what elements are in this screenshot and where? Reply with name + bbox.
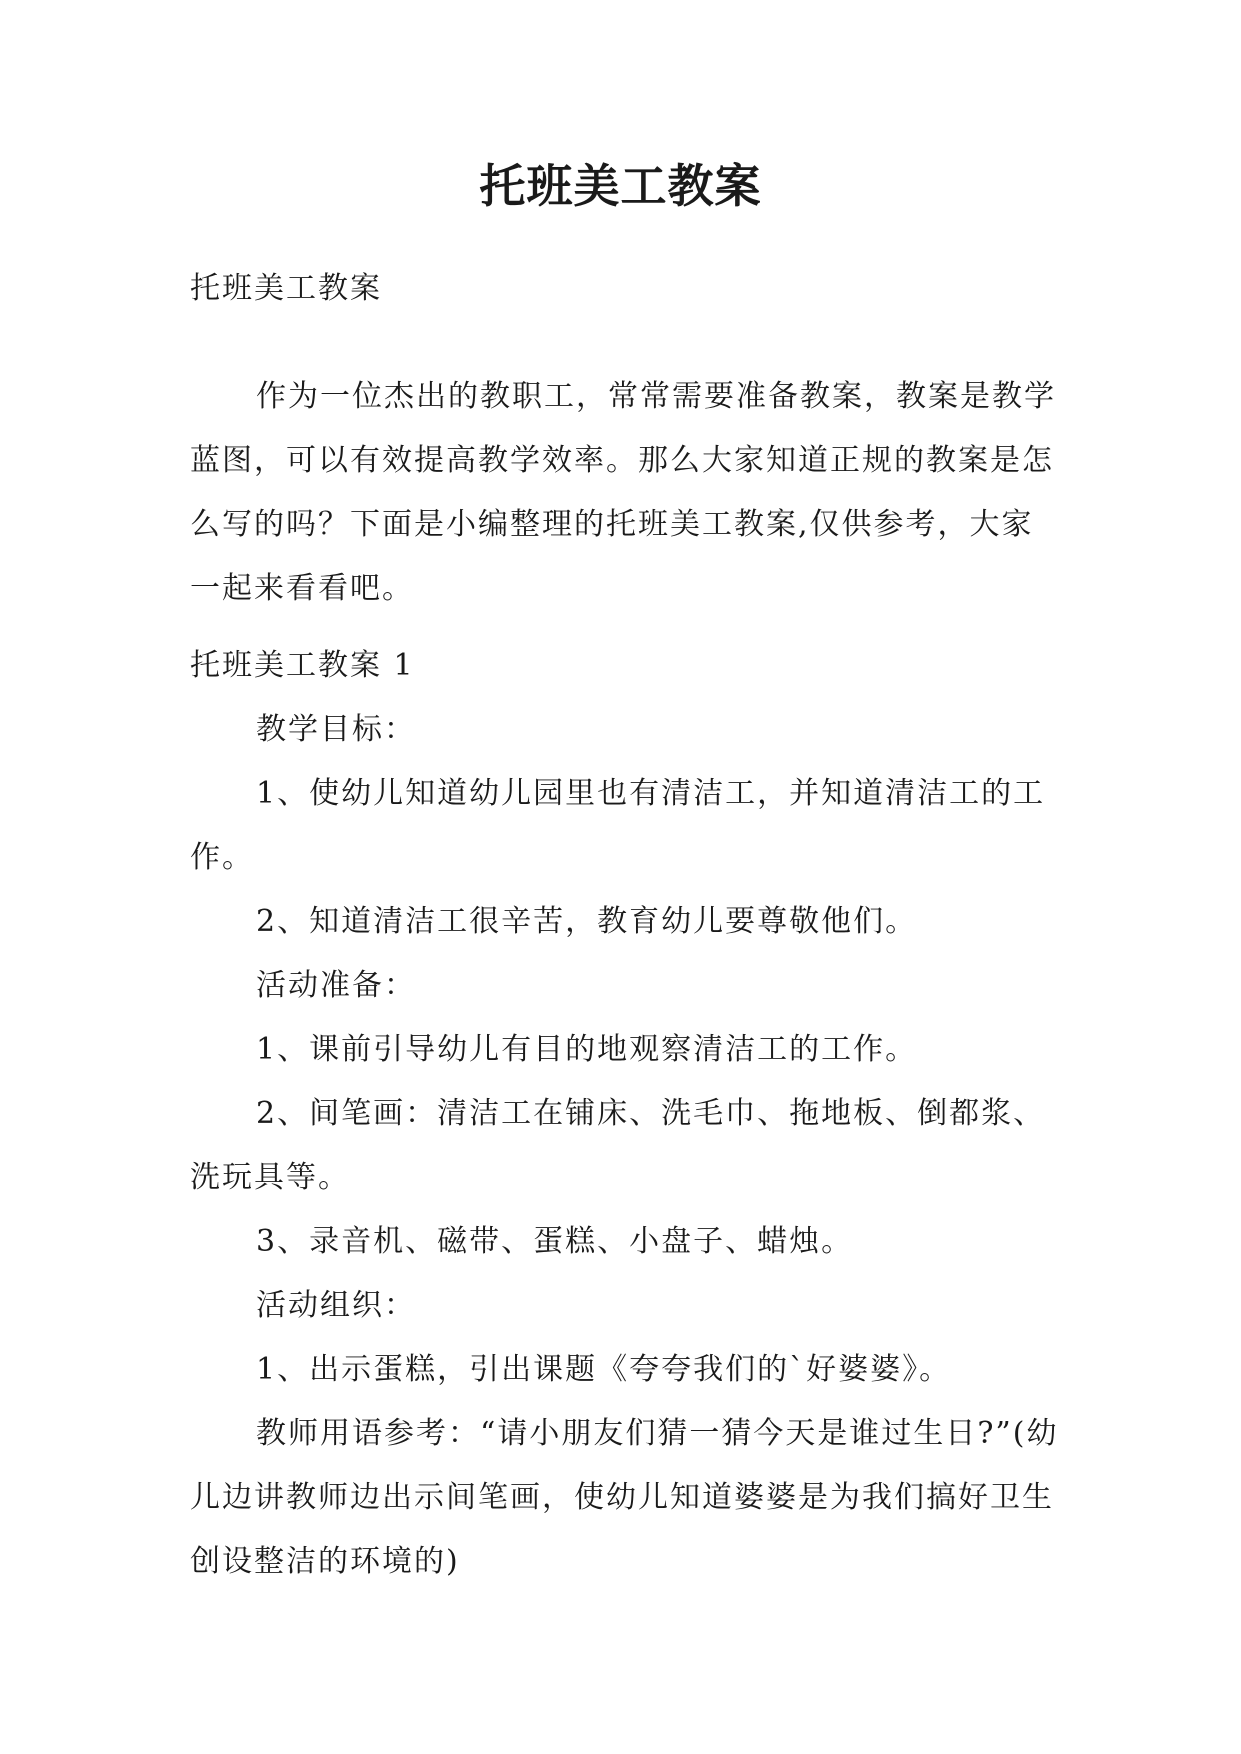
document-title: 托班美工教案: [479, 159, 762, 213]
org-item-1: 1、出示蛋糕，引出课题《夸夸我们的`好婆婆》。: [256, 1352, 952, 1387]
intro-paragraph: 作为一位杰出的教职工，常常需要准备教案，教案是教学蓝图，可以有效提高教学效率。那么大家知道正规的教案是怎么写的吗？下面是小编整理的托班美工教案,仅供参考，大家一起来看看吧。: [190, 379, 1056, 606]
intro-block: [190, 365, 1060, 621]
document-subtitle: 托班美工教案: [190, 271, 382, 306]
teacher-reference: 教师用语参考：“请小朋友们猜一猜今天是谁过生日?”(幼儿边讲教师边出示间笔画，使幼儿知道婆婆是为我们搞好卫生创设整洁的环境的): [190, 1416, 1059, 1579]
prep-item-1: 1、课前引导幼儿有目的地观察清洁工的工作。: [256, 1032, 918, 1067]
goal-item-1: 1、使幼儿知道幼儿园里也有清洁工，并知道清洁工的工作。: [190, 776, 1046, 875]
prep-label: 活动准备：: [256, 968, 416, 1003]
org-label: 活动组织：: [256, 1288, 416, 1323]
section-1: [190, 634, 1060, 1594]
goal-label: 教学目标：: [256, 712, 416, 747]
section-heading: 托班美工教案 1: [190, 648, 415, 683]
goal-item-2: 2、知道清洁工很辛苦，教育幼儿要尊敬他们。: [256, 904, 918, 939]
prep-item-3: 3、录音机、磁带、蛋糕、小盘子、蜡烛。: [256, 1224, 854, 1259]
prep-item-2: 2、间笔画：清洁工在铺床、洗毛巾、拖地板、倒都浆、洗玩具等。: [190, 1096, 1046, 1195]
